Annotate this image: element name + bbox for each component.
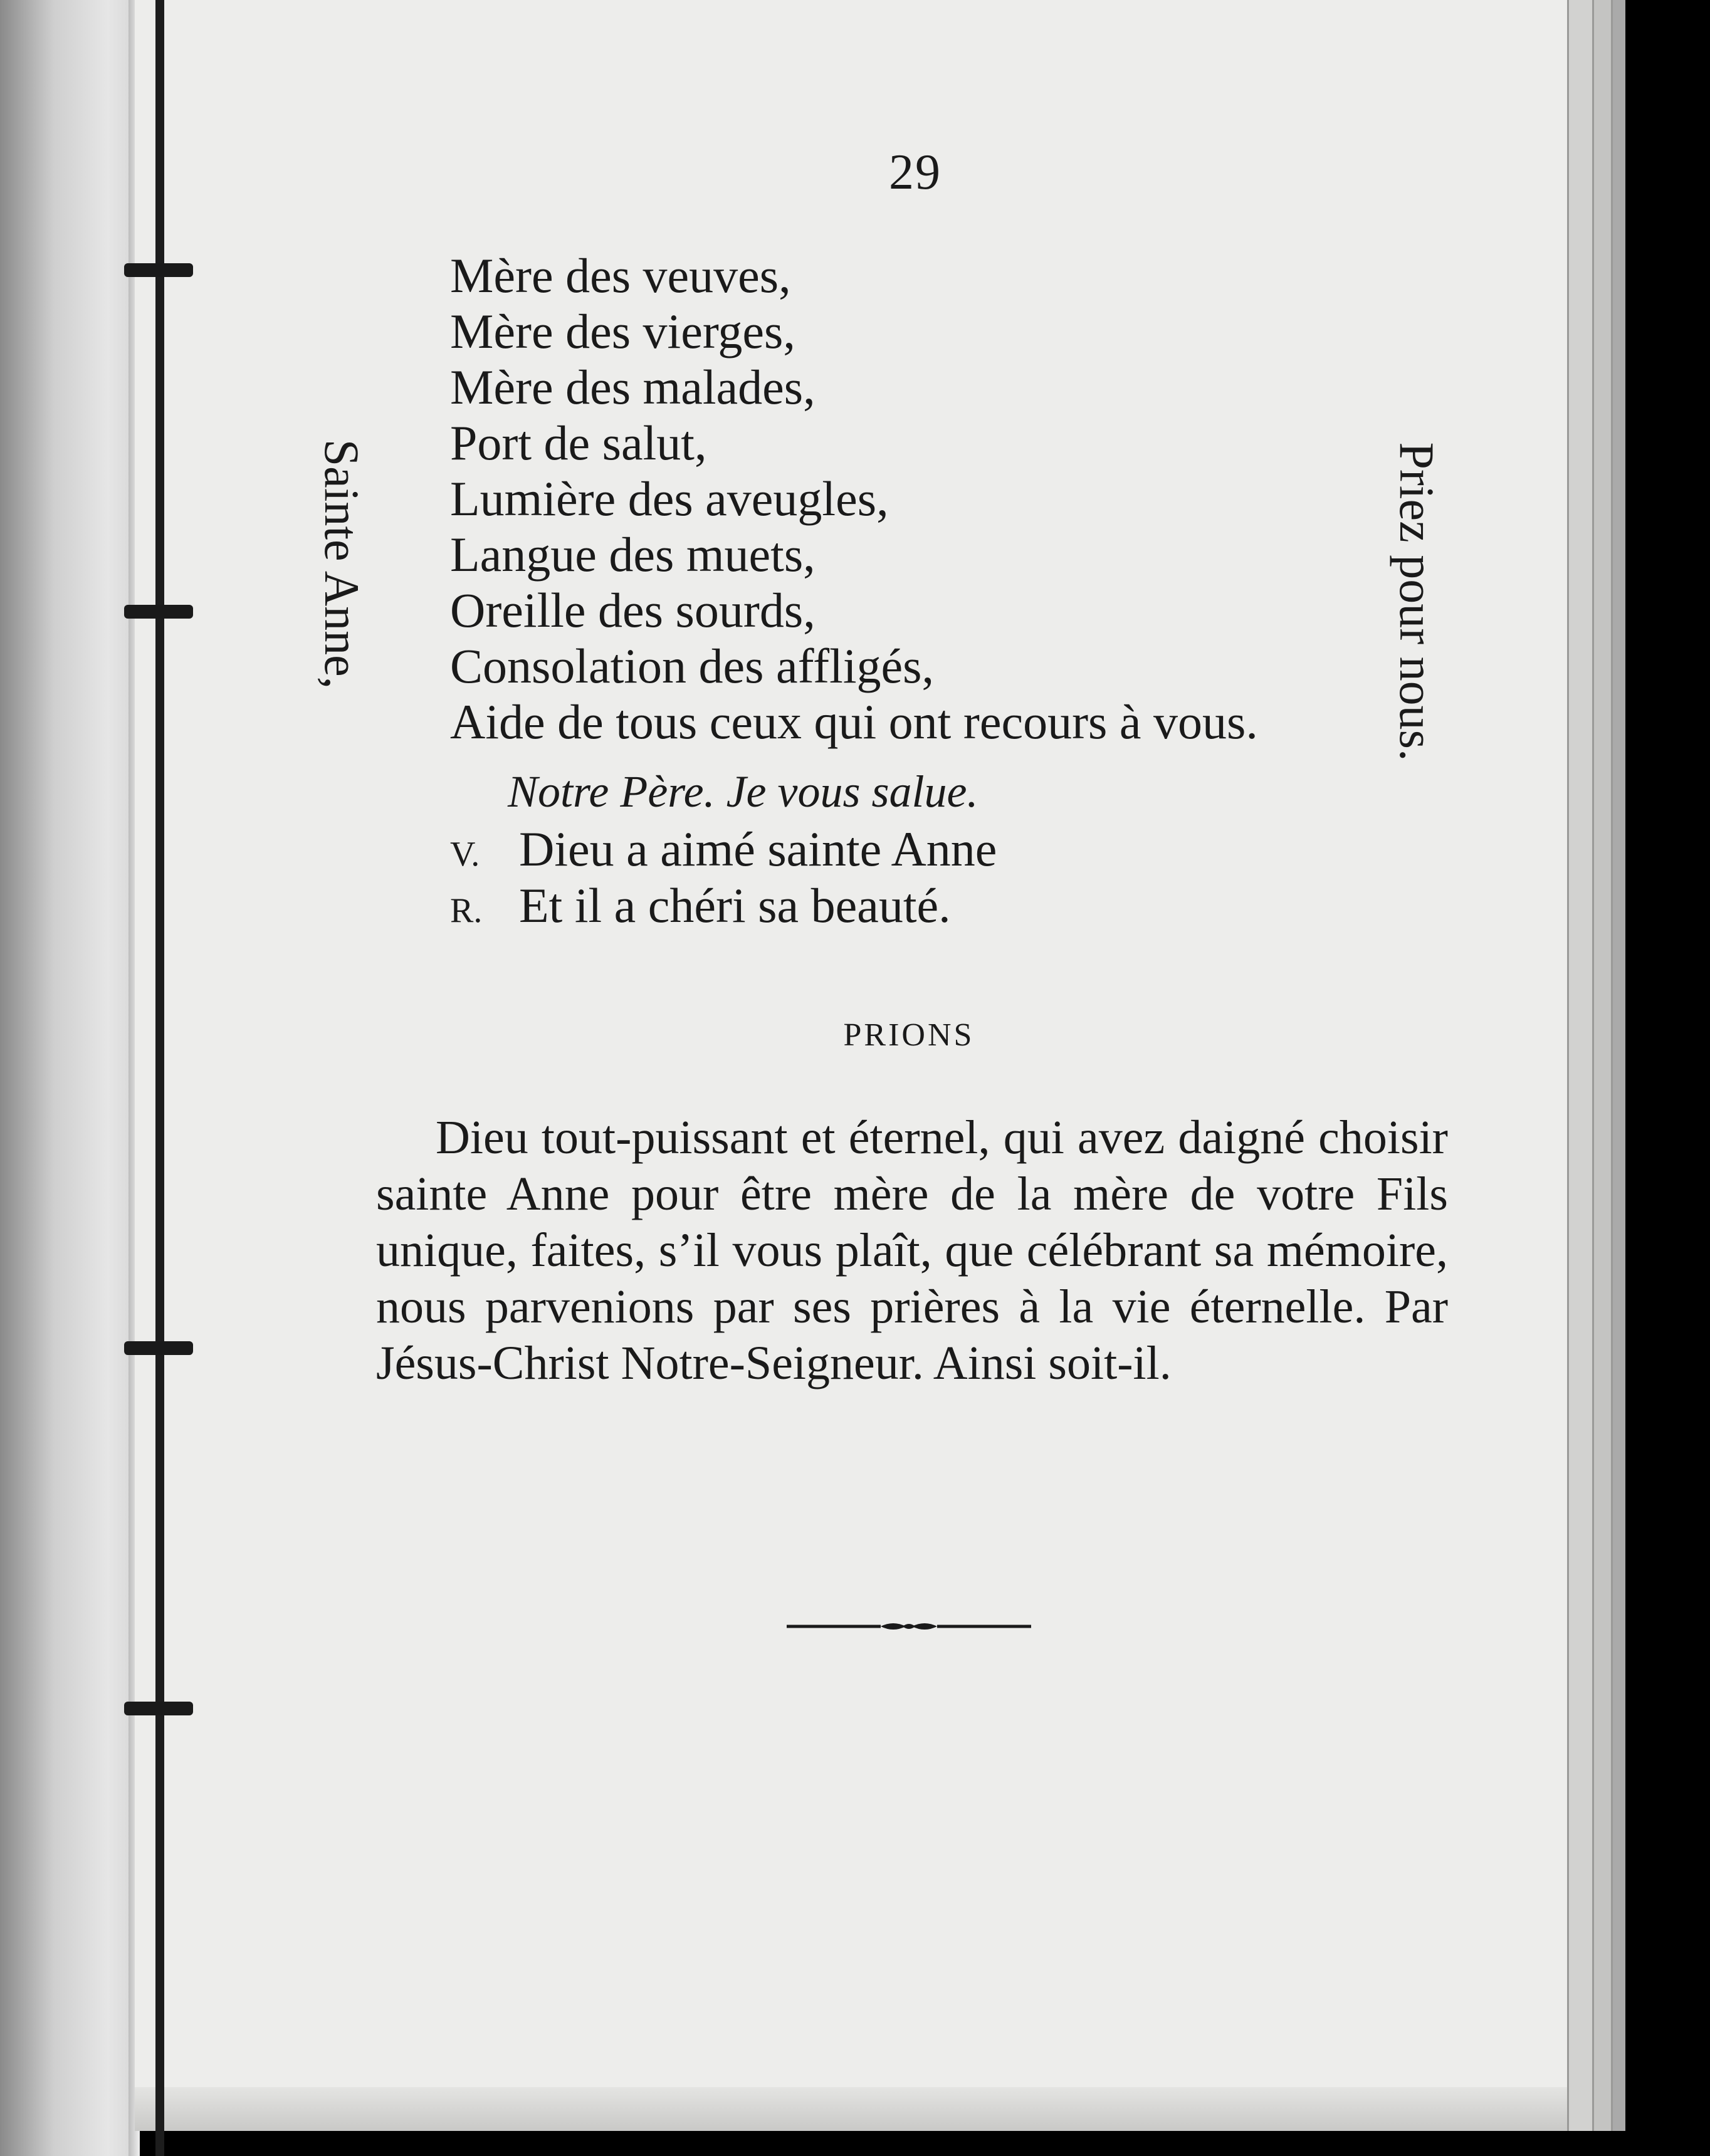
response bbox=[450, 877, 951, 934]
binding-thread bbox=[155, 0, 164, 2156]
italic-prayer-line: Notre Père. Je vous salue. bbox=[508, 767, 978, 817]
litany-line: Langue des muets, bbox=[450, 527, 816, 582]
page-number: 29 bbox=[889, 145, 942, 200]
versicle-mark: V. bbox=[450, 835, 480, 874]
response-mark: R. bbox=[450, 891, 483, 930]
litany-line: Lumière des aveugles, bbox=[450, 471, 889, 526]
litany-line: Mère des veuves, bbox=[450, 248, 791, 303]
ornament-divider bbox=[787, 1614, 1031, 1639]
binding-stitch bbox=[124, 605, 193, 619]
page-stack-edge bbox=[1592, 0, 1613, 2131]
page-bottom-edge bbox=[135, 2087, 1576, 2131]
litany-line: Oreille des sourds, bbox=[450, 583, 816, 637]
litany-line: Consolation des affligés, bbox=[450, 639, 934, 693]
side-response-right: Priez pour nous. bbox=[1390, 442, 1444, 761]
prayer-paragraph: Dieu tout-puissant et éternel, qui avez daigné choisir sainte Anne pour être mère de la mère de votre Fils unique, faites, s’il vous plaît, que célébrant sa mémoire, nous parvenions par ses prières à la vie éternelle. Par Jésus-Christ Notre-Seigneur. Ainsi soit-il. bbox=[376, 1111, 1448, 1389]
litany-line: Mère des vierges, bbox=[450, 304, 795, 358]
previous-page-edge bbox=[0, 0, 135, 2156]
section-heading: PRIONS bbox=[843, 1017, 975, 1053]
side-invocation-left: Sainte Anne, bbox=[315, 439, 369, 689]
versicle-text: Dieu a aimé sainte Anne bbox=[519, 822, 997, 876]
response-text: Et il a chéri sa beauté. bbox=[519, 878, 951, 933]
litany-line: Aide de tous ceux qui ont recours à vous. bbox=[450, 694, 1258, 749]
litany-line: Mère des malades, bbox=[450, 360, 816, 414]
versicle bbox=[450, 821, 997, 877]
litany-line: Port de salut, bbox=[450, 416, 707, 470]
page-stack-edge bbox=[1611, 0, 1625, 2131]
litany-invocations bbox=[450, 248, 1390, 750]
binding-stitch bbox=[124, 1341, 193, 1355]
binding-stitch bbox=[124, 263, 193, 277]
binding-stitch bbox=[124, 1702, 193, 1715]
page-stack-edge bbox=[1567, 0, 1594, 2131]
